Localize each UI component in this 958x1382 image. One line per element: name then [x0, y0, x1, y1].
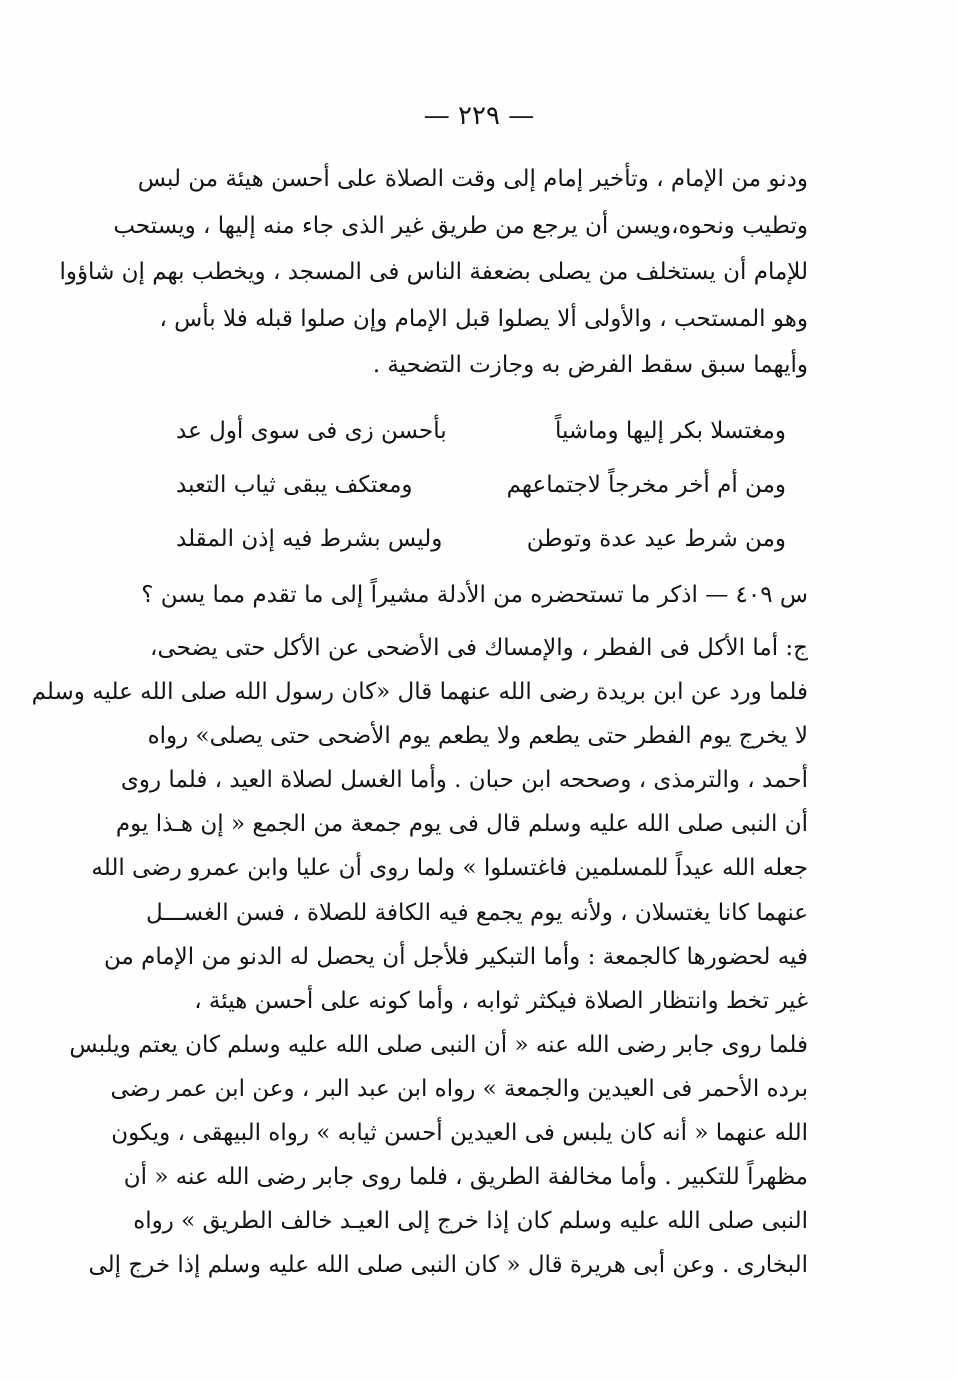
answer-paragraph	[31, 626, 808, 1287]
poem-verse	[176, 404, 786, 458]
poem-hemistich-second: ومعتكف يبقى ثياب التعبد	[176, 472, 413, 498]
text-line: ج: أما الأكل فى الفطر ، والإمساك فى الأضحى عن الأكل حتى يضحى،	[150, 635, 808, 661]
text-line: فلما روى جابر رضى الله عنه « أن النبى صلى الله عليه وسلم كان يعتم ويلبس	[69, 1031, 808, 1058]
text-line: الله عنهما « أنه كان يلبس فى العيدين أحسن ثيابه » رواه البيهقى ، ويكون	[111, 1120, 808, 1147]
text-line: أحمد ، والترمذى ، وصححه ابن حبان . وأما الغسل لصلاة العيد ، فلما روى	[120, 767, 808, 794]
question-heading: س ٤٠٩ — اذكر ما تستحضره من الأدلة مشيراً إلى ما تقدم مما يسن ؟	[141, 582, 808, 608]
poem-hemistich-first: ومن شرط عيد عدة وتوطن	[526, 526, 786, 552]
text-line: غير تخط وانتظار الصلاة فيكثر ثوابه ، وأما كونه على أحسن هيئة ،	[194, 987, 808, 1014]
text-line: فلما ورد عن ابن بريدة رضى الله عنهما قال «كان رسول الله صلى الله عليه وسلم	[31, 679, 808, 706]
poem-verse	[176, 458, 786, 512]
text-line: جعله الله عيداً للمسلمين فاغتسلوا » ولما روى أن عليا وابن عمرو رضى الله	[91, 855, 808, 882]
poem-hemistich-first: ومغتسلا بكر إليها وماشياً	[554, 418, 786, 444]
text-line: لا يخرج يوم الفطر حتى يطعم ولا يطعم يوم الأضحى حتى يصلى» رواه	[147, 723, 808, 750]
text-line: ودنو من الإمام ، وتأخير إمام إلى وقت الصلاة على أحسن هيئة من لبس	[137, 166, 808, 192]
text-line: البخارى . وعن أبى هريرة قال « كان النبى صلى الله عليه وسلم إذا خرج إلى	[88, 1252, 808, 1279]
text-line: للإمام أن يستخلف من يصلى بضعفة الناس فى المسجد ، ويخطب بهم إن شاؤوا	[59, 259, 808, 285]
text-line: وهو المستحب ، والأولى ألا يصلوا قبل الإمام وإن صلوا قبله فلا بأس ،	[159, 305, 808, 332]
text-line: برده الأحمر فى العيدين والجمعة » رواه ابن عبد البر ، وعن ابن عمر رضى	[110, 1075, 808, 1102]
text-line: النبى صلى الله عليه وسلم كان إذا خرج إلى العيـد خالف الطريق » رواه	[133, 1208, 808, 1235]
text-line: عنهما كانا يغتسلان ، ولأنه يوم يجمع فيه الكافة للصلاة ، فسن الغســـل	[145, 899, 808, 926]
poem-hemistich-first: ومن أم أخر مخرجاً لاجتماعهم	[506, 472, 786, 498]
text-line: مظهراً للتكبير . وأما مخالفة الطريق ، فلما روى جابر رضى الله عنه « أن	[123, 1164, 808, 1191]
poem-verse	[176, 512, 786, 566]
poem-hemistich-second: بأحسن زى فى سوى أول عد	[176, 418, 447, 444]
text-line: وتطيب ونحوه،ويسن أن يرجع من طريق غير الذى جاء منه إليها ، ويستحب	[113, 212, 808, 239]
text-line: أن النبى صلى الله عليه وسلم قال فى يوم جمعة من الجمع « إن هـذا يوم	[115, 811, 808, 838]
text-line: وأيهما سبق سقط الفرض به وجازت التضحية .	[372, 352, 808, 378]
poem	[176, 404, 786, 566]
page-number: — ٢٢٩ —	[423, 101, 535, 131]
poem-hemistich-second: وليس بشرط فيه إذن المقلد	[176, 526, 443, 552]
text-line: فيه لحضورها كالجمعة : وأما التبكير فلأجل أن يحصل له الدنو من الإمام من	[103, 943, 808, 970]
paragraph-1	[59, 156, 808, 389]
